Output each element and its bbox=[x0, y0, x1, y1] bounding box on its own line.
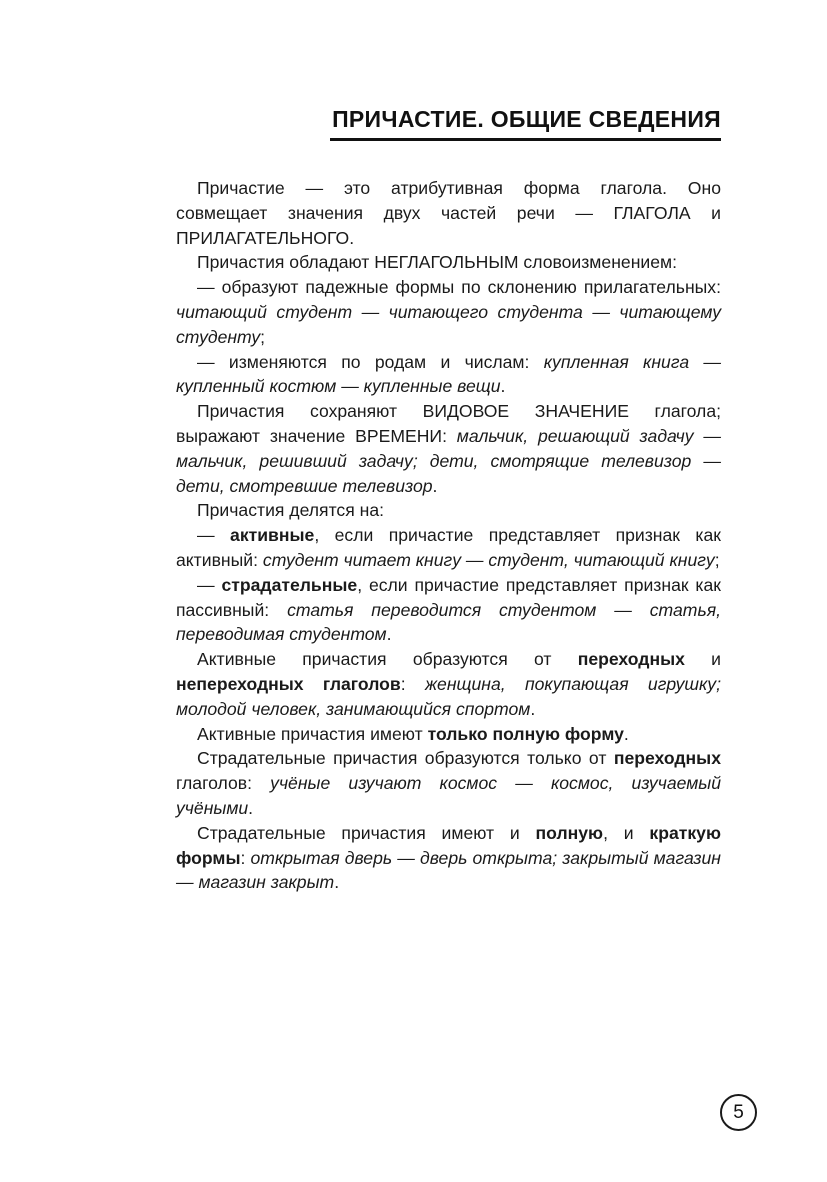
paragraph bbox=[176, 350, 721, 400]
text-run: Активные причастия образуются от bbox=[197, 649, 578, 670]
title-underline bbox=[330, 138, 721, 141]
bold-term: краткую bbox=[649, 822, 721, 843]
bold-term: переходных bbox=[613, 748, 721, 769]
text-run: и bbox=[684, 649, 721, 670]
paragraph bbox=[176, 647, 721, 721]
text-run: — bbox=[197, 525, 231, 546]
bold-term: страдательные bbox=[221, 574, 358, 595]
text-run: . bbox=[623, 723, 629, 744]
paragraph bbox=[176, 573, 721, 647]
text-run: . bbox=[386, 624, 392, 645]
text-run: Страдательные причастия имеют и bbox=[197, 822, 536, 843]
paragraph bbox=[176, 722, 721, 747]
italic-example: учёные изучают космос — космос, изучаемый учёными bbox=[176, 773, 721, 818]
page-title: ПРИЧАСТИЕ. ОБЩИЕ СВЕДЕНИЯ bbox=[332, 106, 721, 132]
italic-example: мальчик, решающий задачу — мальчик, решивший задачу; дети, смотрящие телевизор — дети, смотревшие телевизор bbox=[176, 425, 721, 496]
text-run: . bbox=[248, 797, 254, 818]
paragraph bbox=[176, 275, 721, 349]
text-run: . bbox=[530, 698, 536, 719]
text-run: : bbox=[240, 847, 251, 868]
paragraph bbox=[176, 176, 721, 250]
text-run: глаголов: bbox=[176, 773, 271, 794]
bold-term: формы bbox=[176, 847, 241, 868]
text-run: Активные причастия имеют bbox=[197, 723, 428, 744]
italic-example: открытая дверь — дверь открыта; закрытый магазин — магазин закрыт bbox=[176, 847, 721, 893]
text-run: , если причастие представляет признак как пассивный: bbox=[176, 574, 722, 620]
text-run: Страдательные причастия образуются только от bbox=[197, 748, 614, 769]
italic-example: женщина, покупающая игрушку; молодой человек, занимающийся спортом bbox=[176, 673, 721, 719]
bold-term: переходных bbox=[577, 649, 685, 670]
text-run: — изменяются по родам и числам: bbox=[197, 351, 544, 372]
bold-term: непереходных глаголов bbox=[176, 673, 401, 694]
text-run: — образуют падежные формы по склонению прилагательных: bbox=[197, 277, 721, 298]
text-run: , если причастие представляет признак как активный: bbox=[176, 525, 721, 570]
paragraph bbox=[176, 746, 721, 820]
text-run: Причастие — это атрибутивная форма глагола. Оно совмещает значения двух частей речи — ГЛАГОЛА и ПРИЛАГАТЕЛЬНОГО. bbox=[176, 178, 721, 248]
text-run: Причастия обладают НЕГЛАГОЛЬНЫМ словоизменением: bbox=[197, 252, 678, 273]
italic-example: купленная книга — купленный костюм — купленные вещи bbox=[176, 351, 721, 397]
italic-example: читающий студент — читающего студента — читающему студенту bbox=[176, 301, 721, 347]
paragraph bbox=[176, 821, 721, 895]
text-run: ; bbox=[714, 549, 720, 570]
bold-term: только полную форму bbox=[427, 723, 624, 744]
bold-term: активные bbox=[230, 525, 315, 546]
paragraph bbox=[176, 523, 721, 573]
text-run: Причастия делятся на: bbox=[197, 500, 385, 521]
text-run: , и bbox=[603, 822, 650, 843]
text-run: Причастия сохраняют ВИДОВОЕ ЗНАЧЕНИЕ глагола; выражают значение ВРЕМЕНИ: bbox=[176, 401, 721, 446]
text-run: . bbox=[432, 475, 438, 496]
italic-example: статья переводится студентом — статья, переводимая студентом bbox=[176, 599, 721, 645]
body-text bbox=[176, 176, 721, 895]
text-run: — bbox=[197, 574, 222, 595]
page-number: 5 bbox=[720, 1094, 757, 1131]
italic-example: студент читает книгу — студент, читающий книгу bbox=[262, 549, 715, 570]
paragraph bbox=[176, 250, 721, 275]
bold-term: полную bbox=[535, 822, 604, 843]
text-run: . bbox=[334, 872, 340, 893]
text-run: . bbox=[500, 376, 506, 397]
paragraph bbox=[176, 399, 721, 498]
paragraph bbox=[176, 498, 721, 523]
text-run: : bbox=[400, 673, 425, 694]
text-run: ; bbox=[260, 326, 266, 347]
